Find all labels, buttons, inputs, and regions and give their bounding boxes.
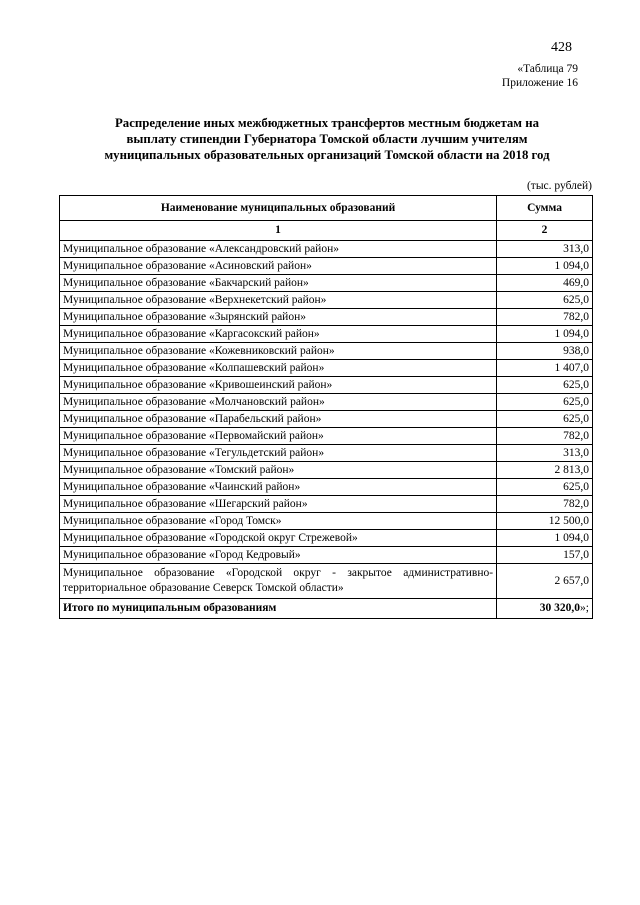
table-row [60, 411, 593, 428]
municipality-name: Муниципальное образование «Молчановский район» [60, 394, 497, 411]
municipality-name: Муниципальное образование «Шегарский район» [60, 496, 497, 513]
table-row [60, 309, 593, 326]
table-row [60, 462, 593, 479]
table-row [60, 326, 593, 343]
column-number-row [60, 221, 593, 241]
table-row [60, 479, 593, 496]
table-row [60, 530, 593, 547]
table-row [60, 241, 593, 258]
municipality-name: Муниципальное образование «Парабельский район» [60, 411, 497, 428]
transfer-amount: 12 500,0 [497, 513, 593, 530]
column-number: 2 [497, 221, 593, 241]
transfer-amount: 1 094,0 [497, 326, 593, 343]
table-row [60, 564, 593, 599]
transfer-amount: 1 407,0 [497, 360, 593, 377]
municipality-name: Муниципальное образование «Верхнекетский район» [60, 292, 497, 309]
municipality-name: Муниципальное образование «Каргасокский район» [60, 326, 497, 343]
total-amount [497, 599, 593, 619]
table-row [60, 343, 593, 360]
table-row [60, 360, 593, 377]
transfer-amount: 782,0 [497, 309, 593, 326]
column-number: 1 [60, 221, 497, 241]
column-header-amount: Сумма [497, 196, 593, 221]
transfer-amount: 782,0 [497, 428, 593, 445]
table-row [60, 275, 593, 292]
table-row [60, 513, 593, 530]
transfer-amount: 313,0 [497, 445, 593, 462]
page-number: 428 [551, 40, 572, 55]
transfer-amount: 938,0 [497, 343, 593, 360]
table-row [60, 496, 593, 513]
title-line: выплату стипендии Губернатора Томской области лучшим учителям [126, 132, 528, 146]
municipality-name: Муниципальное образование «Городской округ Стрежевой» [60, 530, 497, 547]
municipality-name: Муниципальное образование «Кожевниковский район» [60, 343, 497, 360]
table-row [60, 292, 593, 309]
municipality-name: Муниципальное образование «Асиновский район» [60, 258, 497, 275]
municipality-name: Муниципальное образование «Город Томск» [60, 513, 497, 530]
table-row [60, 394, 593, 411]
table-row [60, 428, 593, 445]
municipality-name: Муниципальное образование «Колпашевский район» [60, 360, 497, 377]
total-row [60, 599, 593, 619]
table-row [60, 547, 593, 564]
title-line: муниципальных образовательных организаций Томской области на 2018 год [104, 148, 550, 162]
header-row [60, 196, 593, 221]
table-row [60, 445, 593, 462]
column-header-name: Наименование муниципальных образований [60, 196, 497, 221]
municipality-name: Муниципальное образование «Бакчарский район» [60, 275, 497, 292]
closing-quote: »; [580, 602, 589, 614]
transfers-table [59, 195, 593, 619]
total-label: Итого по муниципальным образованиям [60, 599, 497, 619]
transfer-amount: 625,0 [497, 479, 593, 496]
title-line: Распределение иных межбюджетных трансфертов местным бюджетам на [114, 116, 539, 130]
transfer-amount: 469,0 [497, 275, 593, 292]
transfer-amount: 625,0 [497, 411, 593, 428]
transfer-amount: 313,0 [497, 241, 593, 258]
municipality-name: Муниципальное образование «Томский район» [60, 462, 497, 479]
total-amount-value: 30 320,0 [539, 602, 581, 614]
transfer-amount: 2 813,0 [497, 462, 593, 479]
transfer-amount: 157,0 [497, 547, 593, 564]
municipality-name: Муниципальное образование «Кривошеинский район» [60, 377, 497, 394]
transfer-amount: 625,0 [497, 394, 593, 411]
document-title [60, 115, 594, 163]
units-note: (тыс. рублей) [526, 180, 592, 192]
transfer-amount: 1 094,0 [497, 530, 593, 547]
transfer-amount: 625,0 [497, 377, 593, 394]
municipality-name: Муниципальное образование «Городской округ - закрытое административно-территориальное образование Северск Томской области» [60, 564, 497, 599]
transfer-amount: 1 094,0 [497, 258, 593, 275]
transfer-amount: 2 657,0 [497, 564, 593, 599]
municipality-name: Муниципальное образование «Первомайский район» [60, 428, 497, 445]
table-row [60, 258, 593, 275]
transfer-amount: 782,0 [497, 496, 593, 513]
table-references [502, 62, 578, 90]
municipality-name: Муниципальное образование «Александровский район» [60, 241, 497, 258]
municipality-name: Муниципальное образование «Город Кедровый» [60, 547, 497, 564]
appendix-reference: Приложение 16 [501, 77, 578, 89]
table-reference: «Таблица 79 [517, 63, 578, 75]
municipality-name: Муниципальное образование «Тегульдетский район» [60, 445, 497, 462]
municipality-name: Муниципальное образование «Зырянский район» [60, 309, 497, 326]
table-row [60, 377, 593, 394]
transfer-amount: 625,0 [497, 292, 593, 309]
municipality-name: Муниципальное образование «Чаинский район» [60, 479, 497, 496]
